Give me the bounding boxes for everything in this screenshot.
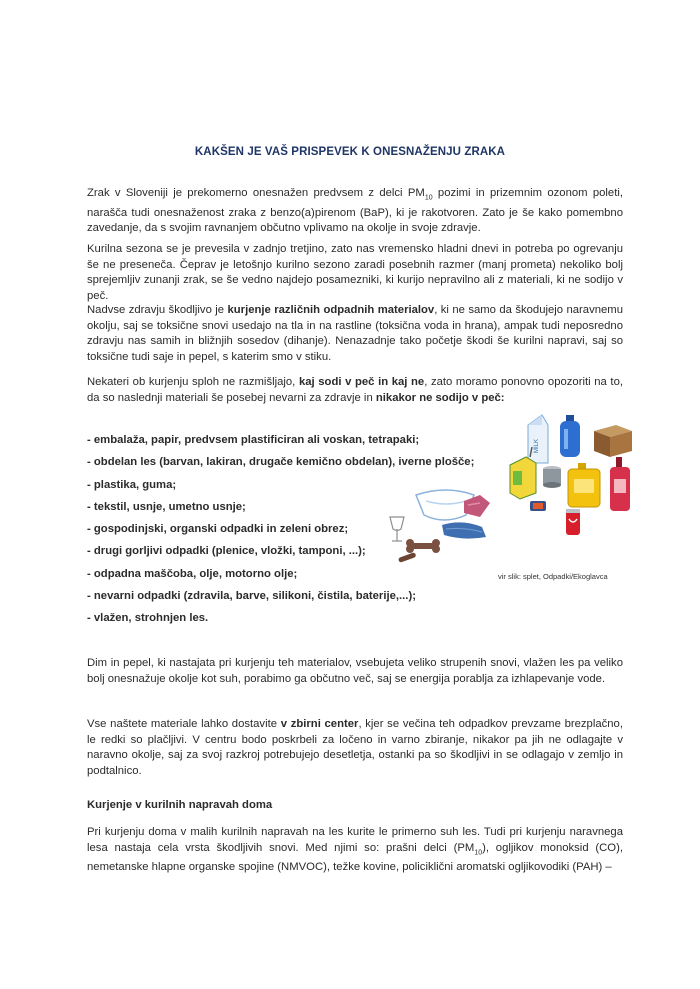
text: Pri kurjenju doma v malih kurilnih napravah na les kurite le primerno suh les. Tudi pri kurjenju naravnega lesa nastaja cela vrsta škodljivih snovi. Med njimi so: prašni delci (PM <box>87 826 623 854</box>
list-item: - odpadna maščoba, olje, motorno olje; <box>87 567 298 580</box>
spray-bottle-icon <box>610 457 630 511</box>
section-heading: Kurjenje v kurilnih napravah doma <box>87 799 273 811</box>
waste-illustration <box>380 405 640 575</box>
page-title: KAKŠEN JE VAŠ PRISPEVEK K ONESNAŽENJU ZRAKA <box>194 146 506 158</box>
list-item: - drugi gorljivi odpadki (plenice, vložki, tamponi, ...); <box>87 545 366 558</box>
text: Nekateri ob kurjenju sploh ne razmišljajo, <box>87 376 299 388</box>
bone-icon <box>398 552 417 563</box>
box-icon <box>594 425 632 457</box>
soda-can-icon <box>566 509 580 535</box>
paragraph-intro <box>87 186 623 237</box>
milk-label: MILK <box>534 438 540 453</box>
can-icon <box>530 501 546 511</box>
canister-icon <box>568 463 600 507</box>
text: pozimi in prizemnim ozonom poleti, narašča tudi onesnaženost zraka z benzo(a)pirenom (BaP), ki je rakotvoren. Zato je še kako pomembno zavedanje, da s svojim ravnanjem občutno vplivamo na okolje in svoje zdravje. <box>87 187 623 235</box>
paragraph-warning <box>87 375 623 406</box>
subscript: 10 <box>424 194 433 202</box>
paragraph-heating-season: Kurilna sezona se je prevesila v zadnjo tretjino, zato nas vremensko hladni dnevi in potreba po ogrevanju še ne presenečа. Čeprav je letošnjo kurilno sezono zaradi posebnih razmer (manj prometa) nekoliko bolj sprejemljiv zunanji zrak, se še vedno najdejo posamezniki, ki kurijo nepravilno ali z materiali, ki ne sodijo v peč. <box>87 243 623 302</box>
text: , zato moramo ponovno opozoriti na to, da so naslednji materiali še posebej nevarni za zdravje in <box>87 376 623 404</box>
image-caption: vir slik: splet, Odpadki/Ekoglavca <box>498 572 608 581</box>
text: Zrak v Sloveniji je prekomerno onesnažen predvsem z delci PM <box>87 187 425 199</box>
list-item: - plastika, guma; <box>87 478 177 491</box>
bold-text: kaj sodi v peč in kaj ne <box>298 376 425 388</box>
glass-icon <box>390 517 404 541</box>
paragraph-health <box>87 303 623 365</box>
list-item: - obdelan les (barvan, lakiran, drugače kemično obdelan), iverne plošče; <box>87 456 475 469</box>
paragraph-home-heating <box>87 825 623 876</box>
text: ), ogljikov monoksid (CO), nemetanske hlapne organske spojine (NMVOC), težke kovine, policiklični aromatski ogljikovodiki (PAH) – <box>87 841 623 874</box>
bottle-icon <box>560 415 580 457</box>
bold-text: nikakor ne sodijo v peč: <box>375 391 505 404</box>
text: , ki ne samo da škodujejo naravnemu okolju, saj se toksične snovi usedajo na tla in na rastline (toksična voda in hrana), ampak tudi neposredno zdravju nas samih in bližnjih sosedov (dihanje). Nenazadnje tako početje škodi še kurilni napravi, saj so toksične tudi saje in pepel, s katerim smo v stiku. <box>87 304 623 363</box>
text: , kjer se večina teh odpadkov prevzame brezplačno, le redki so plačljivi. V centru bodo poskrbeli za ločeno in varno zbiranje, nikakor pa jih ne odlagajte v naravno okolje, saj za svoj razkroj potrebujejo desetletja, ostanki pa so škodljivi in se odlagajo v zemljo in podtalnico. <box>87 718 623 777</box>
list-item: - tekstil, usnje, umetno usnje; <box>87 500 246 513</box>
bone-icon <box>406 539 440 553</box>
bold-text: kurjenje različnih odpadnih materialov <box>227 304 435 316</box>
list-item: - gospodinjski, organski odpadki in zeleni obrez; <box>87 523 349 536</box>
subscript: 10 <box>474 848 483 856</box>
list-item: - embalaža, papir, predvsem plastificiran ali voskan, tetrapaki; <box>87 434 420 446</box>
paragraph-smoke: Dim in pepel, ki nastajata pri kurjenju teh materialov, vsebujeta veliko strupenih snovi, vlažen les pa veliko bolj onesnažuje okolje kot suh, porabimo ga občutno več, saj se energija porablja za izhlapevanje vode. <box>87 657 623 685</box>
textile-icon <box>442 522 486 538</box>
text: Vse naštete materiale lahko dostavite <box>87 718 281 730</box>
text: Nadvse zdravju škodljivo je <box>87 304 228 316</box>
list-item: - nevarni odpadki (zdravila, barve, silikoni, čistila, baterije,...); <box>87 590 416 603</box>
list-item: - vlažen, strohnjen les. <box>87 612 209 625</box>
paragraph-collection-center <box>87 717 623 779</box>
can-icon <box>543 466 561 488</box>
bold-text: v zbirni center <box>280 718 359 730</box>
